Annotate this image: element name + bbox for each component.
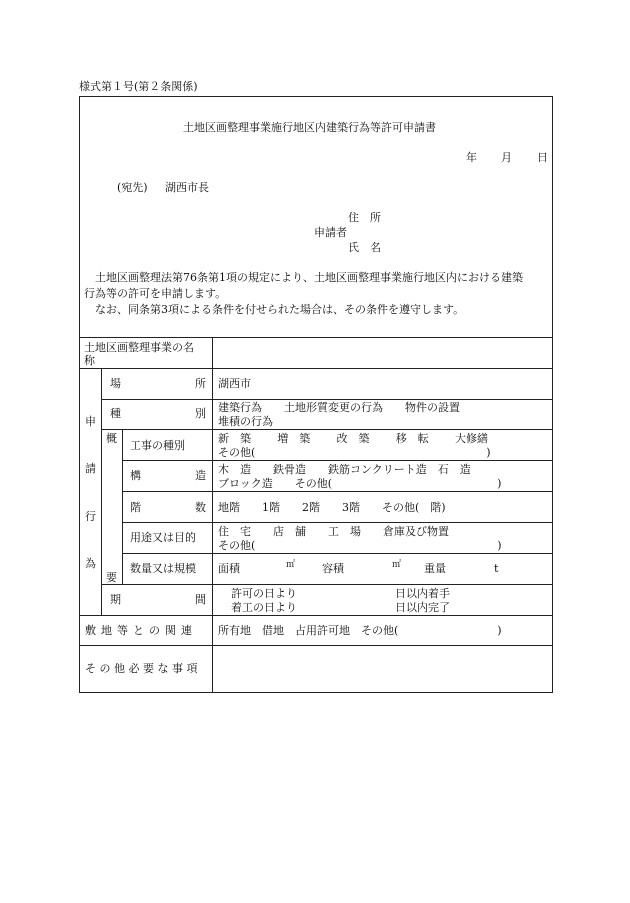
outline-label-top: 概 xyxy=(106,432,117,445)
form-number: 様式第１号(第２条関係) xyxy=(79,80,198,93)
period-line1-right: 日以内着手 xyxy=(395,587,450,600)
row-rule xyxy=(79,645,553,646)
project-name-label: 土地区画整理事業の名 xyxy=(84,341,194,354)
period-label: 期 間 xyxy=(110,593,206,606)
addressee-name: 湖西市長 xyxy=(165,181,209,194)
body-text-line3: なお、同条第3項による条件を付せられた場合は、その条件を遵守します。 xyxy=(95,303,465,316)
floors-options: 地階 1階 2階 3階 その他( 階) xyxy=(218,501,446,514)
applicant-name-label: 氏 名 xyxy=(348,241,381,254)
structure-label: 構 造 xyxy=(130,469,206,482)
location-label: 場 所 xyxy=(110,377,206,390)
structure-options-line1: 木 造 鉄骨造 鉄筋コンクリート造 石 造 xyxy=(218,463,471,476)
work-type-options: 新 築 増 築 改 築 移 転 大修繕 xyxy=(218,432,488,445)
scale-volume-unit: ㎡ xyxy=(392,560,402,570)
date-month-label: 月 xyxy=(501,151,512,164)
structure-options-line2: ブロック造 その他( ) xyxy=(218,477,502,490)
row-rule xyxy=(101,584,553,585)
table-top-rule xyxy=(79,337,553,338)
period-line2-right: 日以内完了 xyxy=(395,601,450,614)
purpose-options-line1: 住 宅 店 舗 工 場 倉庫及び物置 xyxy=(218,525,449,538)
body-text-line1: 土地区画整理法第76条第1項の規定により、土地区画整理事業施行地区内における建築 xyxy=(95,271,523,284)
form-title: 土地区画整理事業施行地区内建築行為等許可申請書 xyxy=(183,121,436,134)
scale-weight-label: 重量 xyxy=(424,562,446,575)
applicant-label: 申請者 xyxy=(314,226,347,239)
floors-label: 階 数 xyxy=(130,501,206,514)
row-rule xyxy=(79,368,553,369)
col-rule xyxy=(212,337,213,693)
land-relation-options: 所有地 借地 占用許可地 その他( ) xyxy=(218,624,502,637)
work-type-other: その他( ) xyxy=(218,446,491,459)
purpose-label: 用途又は目的 xyxy=(130,531,196,544)
land-relation-label: 敷地等との関連 xyxy=(85,624,197,637)
body-text-line2: 行為等の許可を申請します。 xyxy=(84,287,227,300)
scale-volume-label: 容積 xyxy=(322,562,344,575)
act-label-char: 請 xyxy=(85,462,96,475)
type-options-line1: 建築行為 土地形質変更の行為 物件の設置 xyxy=(218,401,460,414)
row-rule xyxy=(122,491,553,492)
row-rule xyxy=(101,399,553,400)
date-year-label: 年 xyxy=(466,151,477,164)
scale-weight-unit: t xyxy=(494,562,499,575)
type-label: 種 別 xyxy=(110,407,206,420)
purpose-options-line2: その他( ) xyxy=(218,539,502,552)
work-type-label: 工事の種別 xyxy=(130,439,185,452)
scale-label: 数量又は規模 xyxy=(130,562,196,575)
other-matters-label: その他必要な事項 xyxy=(85,662,201,675)
col-rule xyxy=(122,429,123,584)
applicant-address-label: 住 所 xyxy=(348,211,381,224)
row-rule xyxy=(122,522,553,523)
row-rule xyxy=(79,615,553,616)
date-day-label: 日 xyxy=(537,151,548,164)
location-value: 湖西市 xyxy=(218,377,251,390)
row-rule xyxy=(122,553,553,554)
col-rule xyxy=(101,368,102,615)
act-label-char: 為 xyxy=(85,557,96,570)
act-label-char: 申 xyxy=(85,415,96,428)
act-label-char: 行 xyxy=(85,510,96,523)
addressee-prefix: (宛先) xyxy=(117,181,148,194)
period-line2-left: 着工の日より xyxy=(231,601,297,614)
scale-area-label: 面積 xyxy=(218,562,240,575)
outline-label-bottom: 要 xyxy=(106,571,117,584)
project-name-label-cont: 称 xyxy=(84,354,95,367)
row-rule xyxy=(122,460,553,461)
row-rule xyxy=(101,429,553,430)
type-options-line2: 堆積の行為 xyxy=(218,415,273,428)
period-line1-left: 許可の日より xyxy=(231,587,297,600)
scale-area-unit: ㎡ xyxy=(286,560,296,570)
